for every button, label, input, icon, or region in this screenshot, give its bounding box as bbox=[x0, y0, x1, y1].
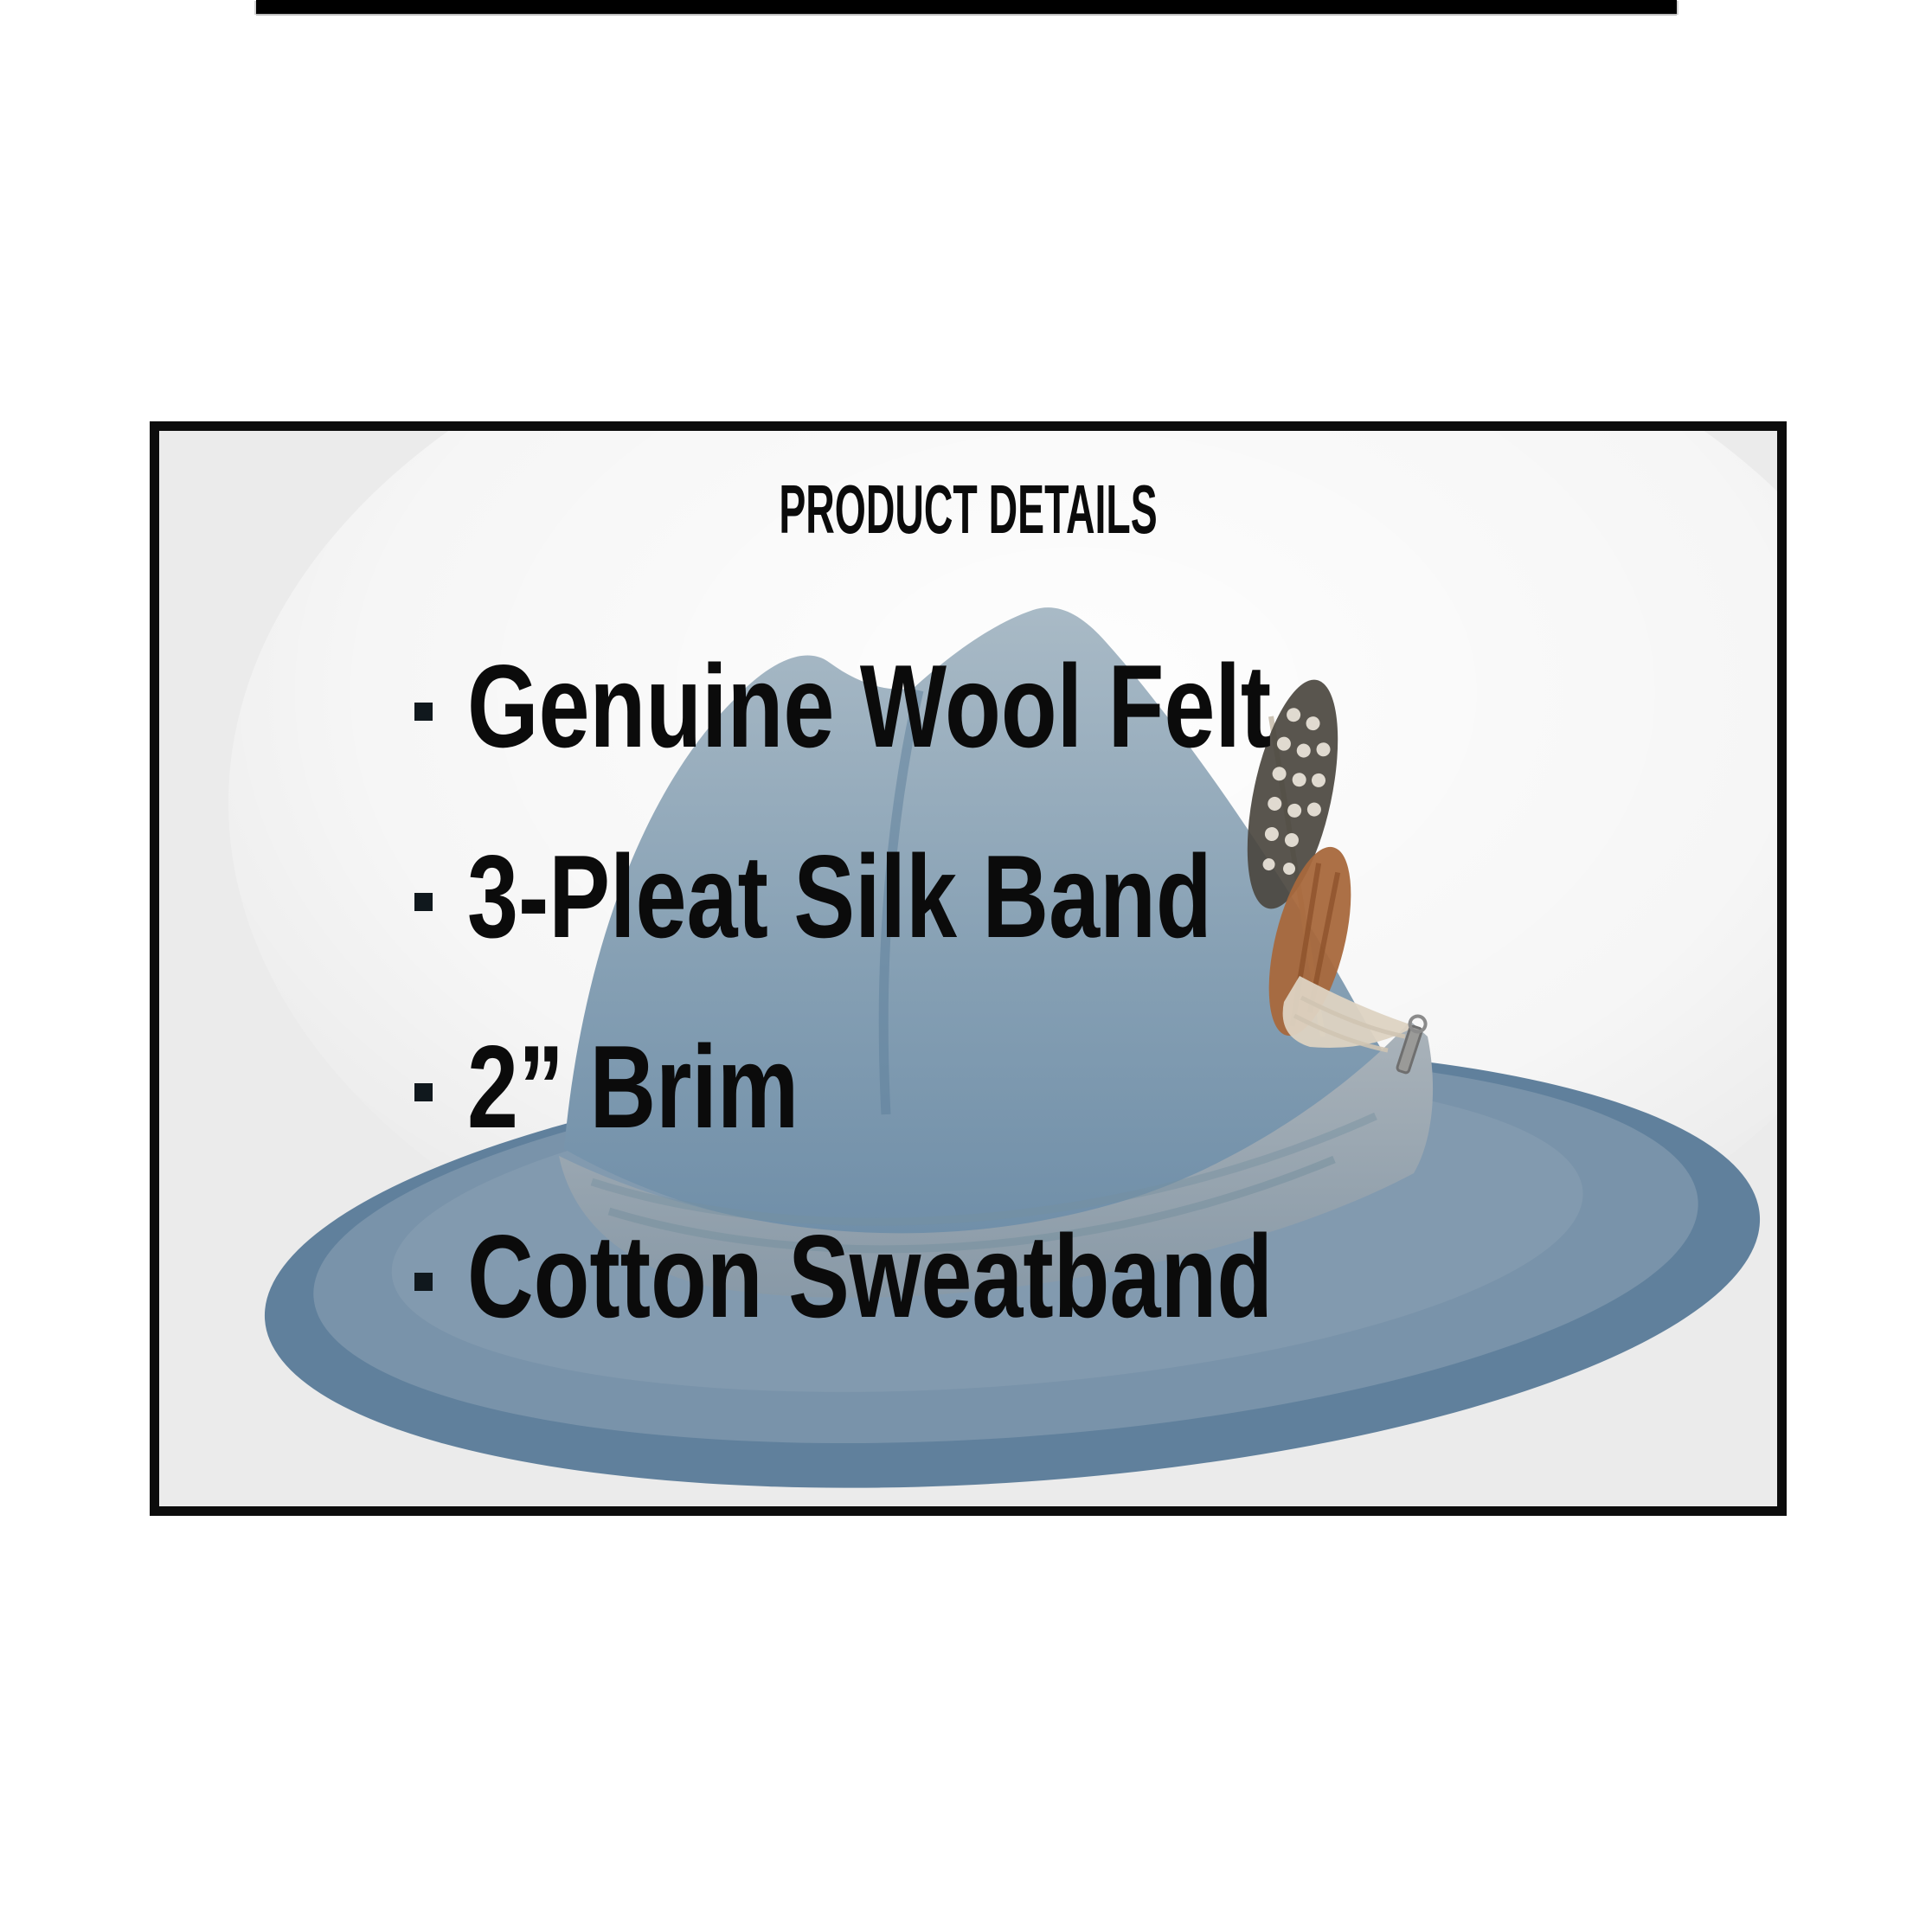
feature-label: 2” Brim bbox=[467, 1021, 799, 1152]
top-black-bar bbox=[256, 0, 1677, 14]
bullet-square-icon bbox=[414, 893, 433, 911]
feature-item bbox=[414, 831, 1422, 962]
card-title: PRODUCT DETAILS bbox=[779, 471, 1158, 548]
feature-label: Genuine Wool Felt bbox=[467, 640, 1272, 772]
feature-label: Cotton Sweatband bbox=[467, 1210, 1274, 1342]
bullet-square-icon bbox=[414, 1273, 433, 1291]
feature-item bbox=[414, 640, 1498, 772]
feature-item bbox=[414, 1210, 1500, 1342]
bullet-square-icon bbox=[414, 703, 433, 721]
product-card bbox=[150, 421, 1787, 1516]
feature-label: 3-Pleat Silk Band bbox=[467, 831, 1212, 962]
bullet-square-icon bbox=[414, 1083, 433, 1101]
feature-item bbox=[414, 1021, 892, 1152]
product-photo-hat bbox=[159, 431, 1777, 1506]
